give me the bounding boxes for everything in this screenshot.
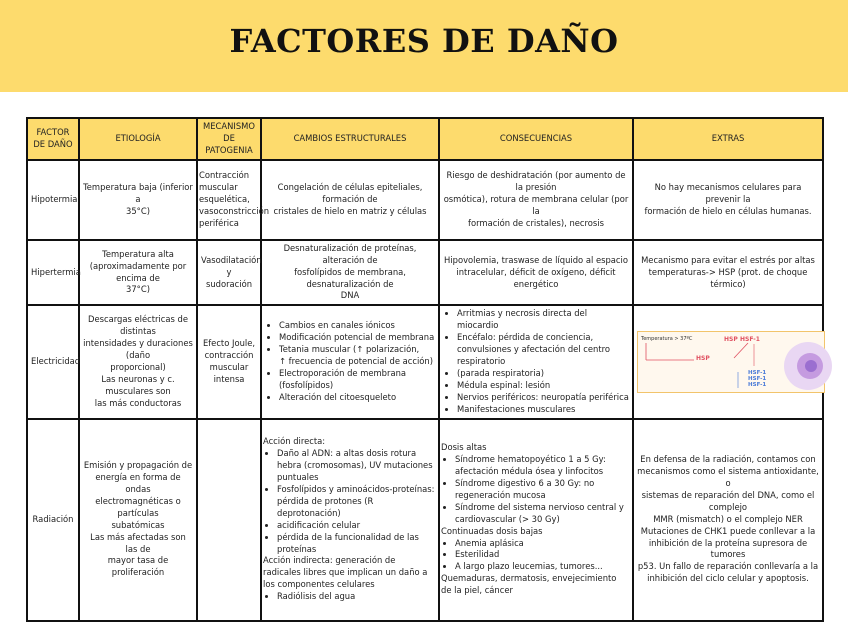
list-item: • Arritmias y necrosis directa del miocardio: [457, 308, 629, 332]
factor-cell: Hipotermia: [27, 160, 79, 240]
header-extras: EXTRAS: [633, 118, 823, 160]
mecanismo-cell: [197, 160, 269, 240]
list-item: • Nervios periféricos: neuropatía periférica: [457, 392, 629, 404]
consecuencias-list: [443, 308, 629, 415]
page-title: FACTORES DE DAÑO: [229, 22, 619, 60]
text-line: Mecanismo para evitar el estrés por altas: [641, 254, 815, 265]
consecuencias-cell: [439, 419, 633, 621]
etiologia-cell: [79, 240, 197, 306]
header-mecanismo: MECANISMO DE PATOGENIA: [197, 118, 261, 160]
text-line: Temperatura baja (inferior a: [83, 181, 193, 204]
list-item: • Médula espinal: lesión: [457, 380, 629, 392]
list-item: • Electroporación de membrana (fosfolípidos): [279, 368, 435, 392]
etiologia-cell: [79, 305, 197, 418]
consecuencias-intro: Dosis altas: [441, 442, 487, 453]
cambios-cell: [261, 305, 439, 418]
factor-cell: Radiación: [27, 419, 79, 621]
list-item: • Síndrome del sistema nervioso central y cardiovascular (> 30 Gy): [455, 502, 629, 526]
text-line: Mutaciones de CHK1 puede conllevar a la: [640, 525, 816, 536]
extras-cell: [633, 419, 823, 621]
list-item: • acidificación celular: [277, 520, 435, 532]
header-etiologia: ETIOLOGÍA: [79, 118, 197, 160]
text-line: Hipovolemia, traswase de líquido al espacio: [444, 254, 628, 265]
etiologia-cell: [79, 160, 197, 240]
text-line: intensidades y duraciones (daño: [83, 338, 193, 361]
text-line: Las más afectadas son las de: [90, 531, 186, 554]
diagram-label: HSP: [724, 336, 738, 344]
text-line: Riesgo de deshidratación (por aumento de la presión: [446, 169, 626, 192]
text-line: DNA: [340, 290, 360, 301]
list-item: • Manifestaciones musculares: [457, 404, 629, 416]
text-line: formación de cristales), necrosis: [468, 217, 604, 228]
text-line: energía en forma de ondas: [95, 471, 181, 494]
consecuencias-cell: [439, 160, 633, 240]
consecuencias-cell: [439, 240, 633, 306]
text-line: subatómicas: [111, 519, 165, 530]
consecuencias-list-2: [441, 538, 629, 574]
text-line: En defensa de la radiación, contamos con: [640, 454, 816, 465]
hsp-diagram-svg: [638, 332, 824, 392]
extras-cell: [633, 240, 823, 306]
text-line: intracelular, déficit de oxígeno, déficit energético: [456, 266, 616, 289]
list-item: • Esterilidad: [455, 549, 629, 561]
text-line: cristales de hielo en matriz y células: [273, 205, 427, 216]
header-cambios: CAMBIOS ESTRUCTURALES: [261, 118, 439, 160]
list-item: • Modificación potencial de membrana: [279, 332, 435, 344]
list-item: • Daño al ADN: a altas dosis rotura hebra (cromosomas), UV mutaciones puntuales: [277, 448, 435, 484]
mecanismo-cell: [197, 419, 261, 621]
consecuencias-mid: Continuadas dosis bajas: [441, 525, 543, 536]
list-item: • Tetania muscular (↑ polarización,: [279, 344, 435, 356]
text-line: temperaturas-> HSP (prot. de choque térmico): [648, 266, 808, 289]
text-line: muscular intensa: [209, 362, 249, 384]
cambios-cell: [261, 160, 439, 240]
text-line: formación de hielo en células humanas.: [644, 205, 812, 216]
table-row: [27, 419, 823, 621]
text-line: Las neuronas y c. musculares son: [101, 373, 175, 396]
text-line: Contracción: [199, 169, 250, 180]
text-line: osmótica), rotura de membrana celular (por la: [443, 193, 629, 216]
list-item: ↑ frecuencia de potencial de acción): [279, 356, 434, 367]
nucleus-circle: [805, 360, 817, 372]
text-line: inhibición del ciclo celular y apoptosis.: [647, 573, 809, 584]
list-item: • Encéfalo: pérdida de conciencia, convulsiones y afectación del centro respiratorio: [457, 332, 629, 368]
table-row: [27, 305, 823, 418]
text-line: Efecto Joule,: [202, 338, 256, 349]
header-factor: FACTOR DE DAÑO: [27, 118, 79, 160]
text-line: proporcional): [110, 362, 166, 373]
consecuencias-end: Quemaduras, dermatosis, envejecimiento de la piel, cáncer: [441, 573, 617, 596]
cambios-list: [263, 448, 435, 555]
text-line: p53. Un fallo de reparación conllevaría a la: [637, 561, 819, 572]
cambios-cell: [261, 419, 439, 621]
factor-cell: Hipertermia: [27, 240, 79, 306]
list-item: • Fosfolípidos y aminoácidos-proteínas: pérdida de protones (R deprotonación): [277, 484, 435, 520]
cambios-mid: Acción indirecta: generación de radicales libres que implican un daño a los componentes celulares: [263, 555, 428, 590]
text-line: electromagnéticas o partículas: [95, 495, 181, 518]
table-row: [27, 240, 823, 306]
list-item: • Radiólisis del agua: [277, 591, 435, 603]
text-line: No hay mecanismos celulares para prevenir la: [654, 181, 802, 204]
list-item: • Síndrome hematopoyético 1 a 5 Gy: afectación médula ósea y linfocitos: [455, 454, 629, 478]
text-line: periférica: [199, 217, 239, 228]
diagram-label: Temperatura > 37ºC: [641, 336, 693, 343]
mecanismo-cell: [197, 240, 261, 306]
list-item: • Anemia aplásica: [455, 538, 629, 550]
list-item: • (parada respiratoria): [457, 368, 629, 380]
diagram-label: HSF-1: [740, 336, 760, 344]
list-item: • pérdida de la funcionalidad de las proteínas: [277, 532, 435, 556]
text-line: fosfolípidos de membrana, desnaturalización de: [294, 266, 406, 289]
list-item: • Cambios en canales iónicos: [279, 320, 435, 332]
list-item: • Síndrome digestivo 6 a 30 Gy: no regeneración mucosa: [455, 478, 629, 502]
consecuencias-list: [441, 454, 629, 526]
text-line: Emisión y propagación de: [83, 460, 193, 471]
extras-cell: [633, 160, 823, 240]
text-line: mayor tasa de proliferación: [107, 555, 169, 578]
text-line: esquelética,: [199, 193, 250, 204]
text-line: muscular: [199, 181, 238, 192]
diagram-label: HSF-1: [748, 376, 767, 383]
text-line: (aproximadamente por encima de: [89, 260, 187, 283]
list-item: • A largo plazo leucemias, tumores...: [455, 561, 629, 573]
cambios-cell: [261, 240, 439, 306]
cambios-list: [265, 320, 435, 403]
text-line: MMR (mismatch) o el complejo NER: [653, 513, 803, 524]
text-line: Desnaturalización de proteínas, alteración de: [283, 242, 417, 265]
text-line: Vasodilatación y: [201, 254, 262, 277]
text-line: Descargas eléctricas de distintas: [88, 314, 188, 337]
text-line: sudoración: [205, 278, 253, 289]
diagram-label: HSP: [696, 355, 710, 363]
factor-cell: Electricidad: [27, 305, 79, 418]
damage-factors-table: [26, 117, 824, 622]
text-line: inhibición de la proteína supresora de tumores: [648, 537, 808, 560]
text-line: sistemas de reparación del DNA, como el complejo: [641, 489, 815, 512]
header-row: [27, 118, 823, 160]
text-line: vasoconstricción: [199, 205, 269, 216]
text-line: Temperatura alta: [102, 248, 174, 259]
diagram-line: [734, 343, 748, 358]
diagram-label: HSF-1: [748, 382, 767, 389]
hsp-diagram-image: [637, 331, 825, 393]
extras-cell: [633, 305, 823, 418]
text-line: 35°C): [126, 205, 150, 216]
etiologia-cell: [79, 419, 197, 621]
text-line: las más conductoras: [94, 397, 182, 408]
list-item: • Alteración del citoesqueleto: [279, 392, 435, 404]
text-line: mecanismos como el sistema antioxidante, o: [637, 466, 819, 488]
cambios-intro: Acción directa:: [263, 436, 326, 447]
text-line: Congelación de células epiteliales, formación de: [277, 181, 423, 204]
mecanismo-cell: [197, 305, 261, 418]
text-line: contracción: [204, 350, 254, 361]
table-row: [27, 160, 823, 240]
diagram-label: HSF-1: [748, 370, 767, 377]
cambios-list-2: [263, 591, 435, 603]
header-consecuencias: CONSECUENCIAS: [439, 118, 633, 160]
text-line: 37°C): [126, 284, 150, 295]
consecuencias-cell: [439, 305, 633, 418]
